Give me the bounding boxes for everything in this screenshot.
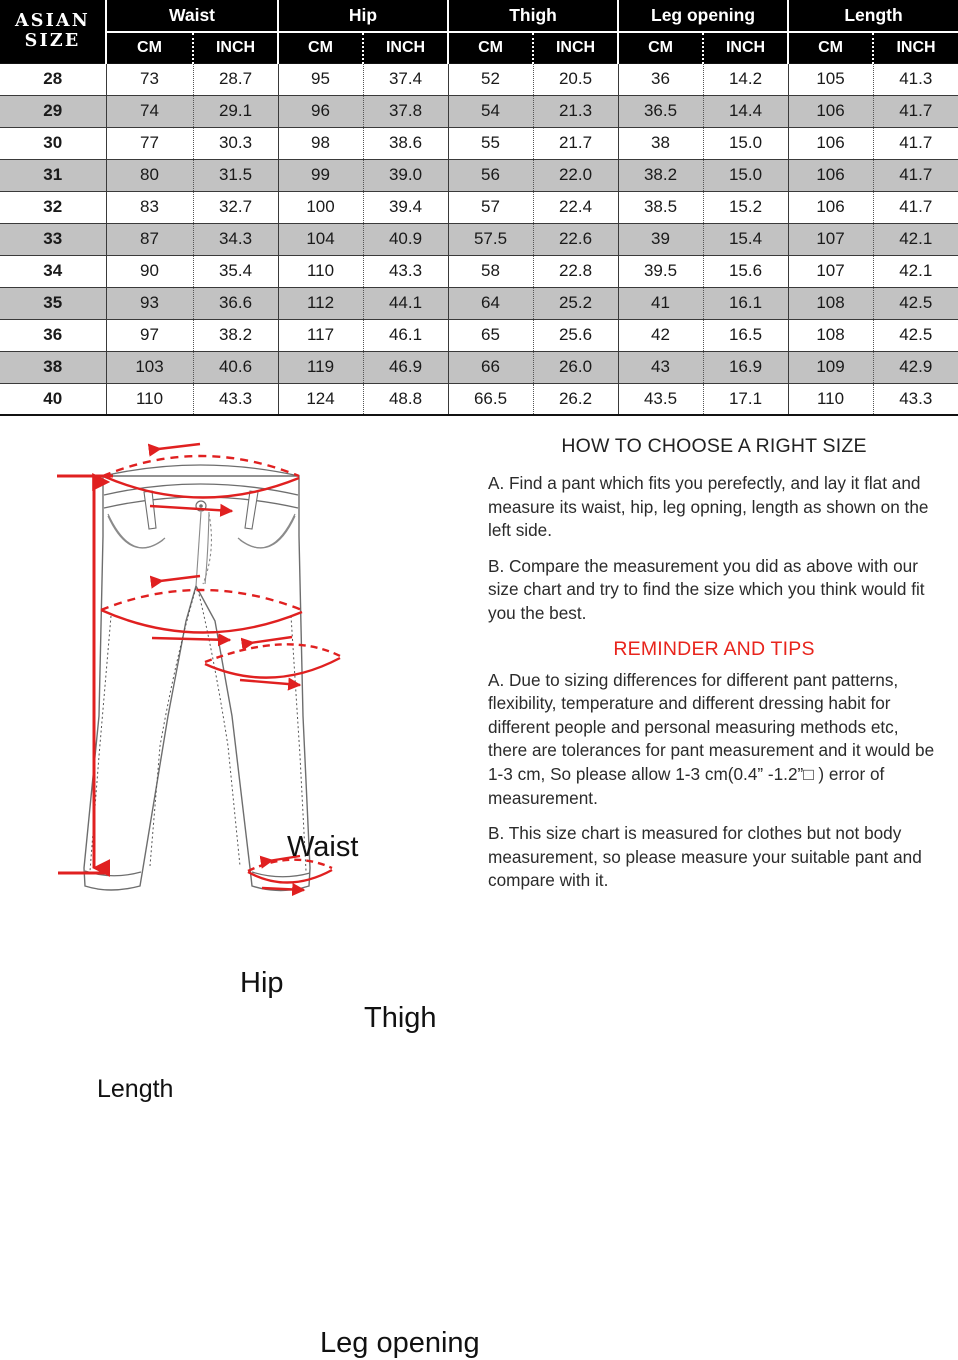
table-cell: 39.4 <box>363 191 448 223</box>
unit-header-thigh-inch: INCH <box>533 32 618 63</box>
table-cell: 106 <box>788 95 873 127</box>
table-cell: 110 <box>278 255 363 287</box>
table-row <box>0 319 958 351</box>
table-cell: 90 <box>106 255 193 287</box>
table-cell: 117 <box>278 319 363 351</box>
table-cell: 30.3 <box>193 127 278 159</box>
asian-size-label: ASIAN SIZE <box>0 0 106 63</box>
table-cell: 112 <box>278 287 363 319</box>
table-row <box>0 287 958 319</box>
table-row <box>0 191 958 223</box>
group-header-leg-opening: Leg opening <box>618 0 788 32</box>
table-cell: 20.5 <box>533 63 618 95</box>
table-cell: 39 <box>618 223 703 255</box>
reminder-title: REMINDER AND TIPS <box>613 637 815 660</box>
table-cell: 14.2 <box>703 63 788 95</box>
table-cell: 108 <box>788 287 873 319</box>
table-cell: 38.2 <box>193 319 278 351</box>
table-cell: 95 <box>278 63 363 95</box>
row-size-label: 31 <box>0 159 106 191</box>
table-cell: 41 <box>618 287 703 319</box>
table-cell: 36 <box>618 63 703 95</box>
table-cell: 34.3 <box>193 223 278 255</box>
row-size-label: 33 <box>0 223 106 255</box>
table-cell: 29.1 <box>193 95 278 127</box>
table-cell: 15.6 <box>703 255 788 287</box>
size-chart-table <box>0 0 958 416</box>
table-row <box>0 95 958 127</box>
table-cell: 40.9 <box>363 223 448 255</box>
row-size-label: 29 <box>0 95 106 127</box>
table-cell: 43.3 <box>873 383 958 415</box>
unit-header-waist-cm: CM <box>106 32 193 63</box>
table-cell: 15.0 <box>703 159 788 191</box>
table-cell: 22.4 <box>533 191 618 223</box>
unit-header-length-cm: CM <box>788 32 873 63</box>
table-cell: 41.7 <box>873 191 958 223</box>
thigh-label: Thigh <box>364 1002 437 1034</box>
waist-label: Waist <box>287 831 359 863</box>
table-group-header-row <box>0 0 958 32</box>
table-cell: 93 <box>106 287 193 319</box>
table-cell: 52 <box>448 63 533 95</box>
unit-header-waist-inch: INCH <box>193 32 278 63</box>
table-cell: 105 <box>788 63 873 95</box>
table-cell: 103 <box>106 351 193 383</box>
table-cell: 43.5 <box>618 383 703 415</box>
row-size-label: 32 <box>0 191 106 223</box>
table-cell: 119 <box>278 351 363 383</box>
table-cell: 109 <box>788 351 873 383</box>
table-row <box>0 159 958 191</box>
table-cell: 80 <box>106 159 193 191</box>
table-unit-header-row <box>0 32 958 63</box>
table-cell: 106 <box>788 159 873 191</box>
table-cell: 124 <box>278 383 363 415</box>
table-cell: 42.1 <box>873 223 958 255</box>
unit-header-hip-inch: INCH <box>363 32 448 63</box>
table-row <box>0 127 958 159</box>
table-cell: 38.6 <box>363 127 448 159</box>
table-cell: 37.4 <box>363 63 448 95</box>
unit-header-hip-cm: CM <box>278 32 363 63</box>
table-cell: 26.2 <box>533 383 618 415</box>
table-cell: 25.6 <box>533 319 618 351</box>
row-size-label: 28 <box>0 63 106 95</box>
table-cell: 48.8 <box>363 383 448 415</box>
table-cell: 107 <box>788 255 873 287</box>
table-cell: 25.2 <box>533 287 618 319</box>
table-cell: 37.8 <box>363 95 448 127</box>
table-cell: 57.5 <box>448 223 533 255</box>
table-cell: 16.5 <box>703 319 788 351</box>
leg-opening-label: Leg opening <box>320 1327 480 1359</box>
table-cell: 38.2 <box>618 159 703 191</box>
table-cell: 55 <box>448 127 533 159</box>
table-cell: 74 <box>106 95 193 127</box>
table-cell: 56 <box>448 159 533 191</box>
table-cell: 96 <box>278 95 363 127</box>
table-cell: 42 <box>618 319 703 351</box>
table-row <box>0 351 958 383</box>
table-cell: 98 <box>278 127 363 159</box>
table-cell: 46.9 <box>363 351 448 383</box>
table-cell: 42.9 <box>873 351 958 383</box>
table-cell: 22.0 <box>533 159 618 191</box>
table-cell: 64 <box>448 287 533 319</box>
instruction-para-a: A. Find a pant which fits you perefectly, and lay it flat and measure its waist, hip, leg opning, length as shown on the left side. <box>488 473 929 541</box>
table-cell: 15.4 <box>703 223 788 255</box>
table-cell: 39.5 <box>618 255 703 287</box>
table-cell: 22.8 <box>533 255 618 287</box>
instruction-para-b: B. Compare the measurement you did as above with our size chart and try to find the size which you think would fit you the best. <box>488 555 925 623</box>
table-cell: 15.2 <box>703 191 788 223</box>
table-row <box>0 223 958 255</box>
table-cell: 77 <box>106 127 193 159</box>
group-header-thigh: Thigh <box>448 0 618 32</box>
row-size-label: 36 <box>0 319 106 351</box>
table-cell: 16.9 <box>703 351 788 383</box>
table-body <box>0 63 958 415</box>
table-cell: 36.5 <box>618 95 703 127</box>
table-cell: 42.5 <box>873 319 958 351</box>
table-cell: 66.5 <box>448 383 533 415</box>
table-row <box>0 255 958 287</box>
table-cell: 15.0 <box>703 127 788 159</box>
hip-label: Hip <box>240 967 284 999</box>
table-cell: 104 <box>278 223 363 255</box>
table-cell: 54 <box>448 95 533 127</box>
table-cell: 43.3 <box>193 383 278 415</box>
table-cell: 28.7 <box>193 63 278 95</box>
unit-header-length-inch: INCH <box>873 32 958 63</box>
table-cell: 110 <box>788 383 873 415</box>
table-cell: 106 <box>788 191 873 223</box>
table-cell: 42.5 <box>873 287 958 319</box>
reminder-para-a: A. Due to sizing differences for different pant patterns, flexibility, temperature and different dressing habit for different people and personal measuring methods etc, there are tolerances for pant measurement and it would be 1-3 cm, So please allow 1-3 cm(0.4” -1.2”□ ) error of measurement. <box>488 669 935 808</box>
length-label: Length <box>97 1075 174 1103</box>
instructions-panel <box>470 416 958 964</box>
table-cell: 41.7 <box>873 95 958 127</box>
row-size-label: 30 <box>0 127 106 159</box>
table-cell: 100 <box>278 191 363 223</box>
unit-header-legopening-inch: INCH <box>703 32 788 63</box>
table-cell: 83 <box>106 191 193 223</box>
table-cell: 108 <box>788 319 873 351</box>
table-cell: 17.1 <box>703 383 788 415</box>
table-cell: 41.3 <box>873 63 958 95</box>
table-cell: 41.7 <box>873 127 958 159</box>
table-row <box>0 63 958 95</box>
table-cell: 66 <box>448 351 533 383</box>
table-cell: 32.7 <box>193 191 278 223</box>
how-to-choose-title: HOW TO CHOOSE A RIGHT SIZE <box>561 435 867 457</box>
table-cell: 38.5 <box>618 191 703 223</box>
table-cell: 42.1 <box>873 255 958 287</box>
table-cell: 36.6 <box>193 287 278 319</box>
pants-diagram <box>0 416 480 1359</box>
table-cell: 38 <box>618 127 703 159</box>
table-cell: 44.1 <box>363 287 448 319</box>
table-cell: 57 <box>448 191 533 223</box>
table-cell: 14.4 <box>703 95 788 127</box>
table-cell: 26.0 <box>533 351 618 383</box>
unit-header-legopening-cm: CM <box>618 32 703 63</box>
table-cell: 106 <box>788 127 873 159</box>
table-cell: 65 <box>448 319 533 351</box>
group-header-hip: Hip <box>278 0 448 32</box>
table-cell: 87 <box>106 223 193 255</box>
table-cell: 73 <box>106 63 193 95</box>
group-header-waist: Waist <box>106 0 278 32</box>
table-cell: 41.7 <box>873 159 958 191</box>
table-cell: 21.3 <box>533 95 618 127</box>
unit-header-thigh-cm: CM <box>448 32 533 63</box>
table-cell: 39.0 <box>363 159 448 191</box>
lower-panel <box>0 416 958 1359</box>
table-header <box>0 0 958 63</box>
table-cell: 40.6 <box>193 351 278 383</box>
table-cell: 58 <box>448 255 533 287</box>
table-row <box>0 383 958 415</box>
table-cell: 43 <box>618 351 703 383</box>
table-cell: 35.4 <box>193 255 278 287</box>
reminder-para-b: B. This size chart is measured for clothes but not body measurement, so please measure your suitable pant and compare with it. <box>488 823 922 891</box>
table-cell: 31.5 <box>193 159 278 191</box>
table-cell: 21.7 <box>533 127 618 159</box>
row-size-label: 34 <box>0 255 106 287</box>
table-cell: 16.1 <box>703 287 788 319</box>
table-cell: 22.6 <box>533 223 618 255</box>
row-size-label: 38 <box>0 351 106 383</box>
table-cell: 43.3 <box>363 255 448 287</box>
table-cell: 107 <box>788 223 873 255</box>
table-cell: 99 <box>278 159 363 191</box>
table-cell: 97 <box>106 319 193 351</box>
table-cell: 46.1 <box>363 319 448 351</box>
group-header-length: Length <box>788 0 958 32</box>
row-size-label: 40 <box>0 383 106 415</box>
table-cell: 110 <box>106 383 193 415</box>
row-size-label: 35 <box>0 287 106 319</box>
